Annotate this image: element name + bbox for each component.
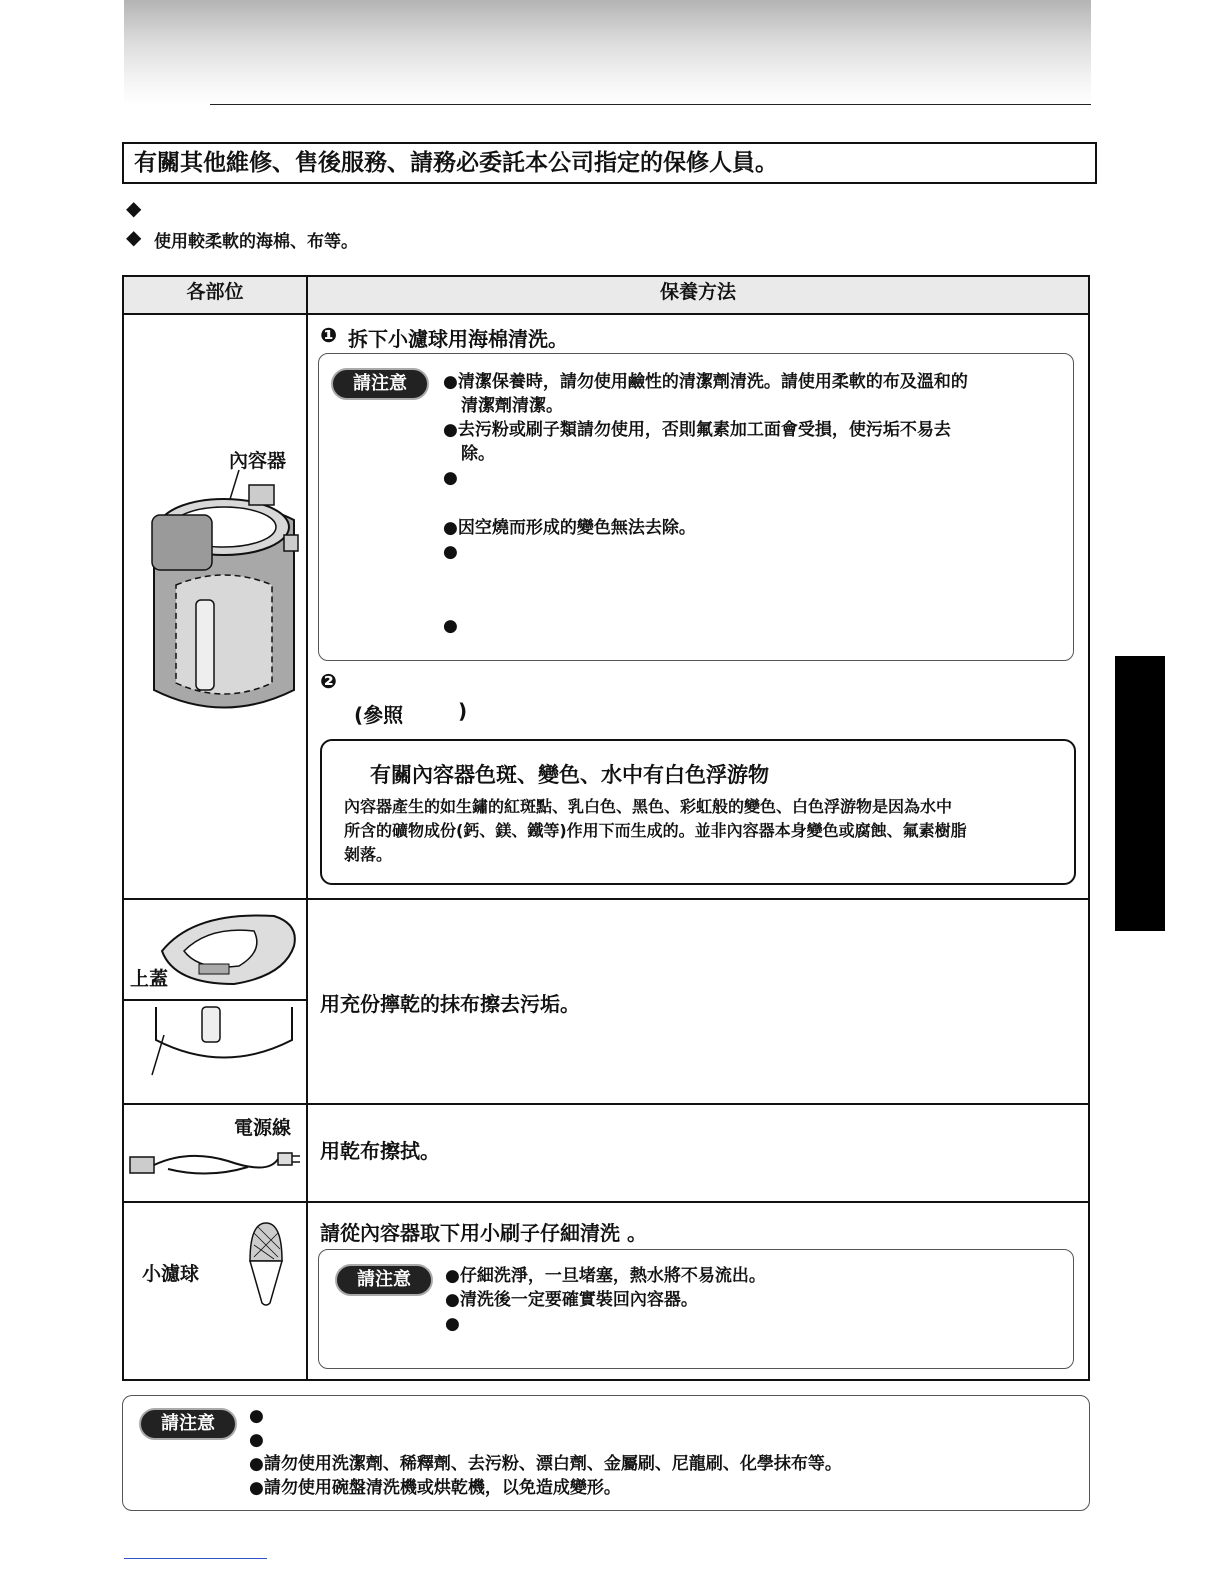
warning-banner: 有關其他維修、售後服務、請務必委託本公司指定的保修人員。: [122, 142, 1097, 184]
note-line: ●請勿使用洗潔劑、稀釋劑、去污粉、漂白劑、金屬刷、尼龍刷、化學抹布等。: [249, 1454, 842, 1474]
method-cell-inner: [307, 314, 1089, 899]
note-label: 請注意: [331, 368, 429, 400]
note-label: 請注意: [139, 1408, 237, 1440]
bottom-rule: [124, 1558, 267, 1559]
diamond-bullet-icon: ◆: [126, 225, 142, 249]
section-side-tab: [1115, 656, 1165, 931]
row-lid: [123, 899, 1089, 1000]
note-line: ●因空燒而形成的變色無法去除。: [443, 518, 696, 538]
filter-care-text: 請從內容器取下用小刷子仔細清洗 。: [320, 1221, 647, 1245]
cord-care-text: 用乾布擦拭。: [320, 1139, 440, 1163]
part-label-lid: 上蓋: [130, 968, 169, 990]
step-1-text: 拆下小濾球用海棉清洗。: [348, 327, 568, 351]
filter-note-box: [318, 1249, 1074, 1369]
lid-illustration: [154, 906, 304, 991]
part-cell-inner: [123, 314, 307, 899]
note-line: 除。: [461, 444, 495, 464]
method-cell-lid: [307, 899, 1089, 1104]
lid-care-text: 用充份擰乾的抹布擦去污垢。: [320, 992, 580, 1016]
info-line: 所含的礦物成份(鈣、鎂、鐵等)作用下而生成的。並非內容器本身變色或腐蝕、氟素樹脂: [344, 821, 967, 840]
part-label-filter: 小濾球: [142, 1263, 200, 1285]
info-line: 內容器產生的如生鏽的紅斑點、乳白色、黑色、彩虹般的變色、白色浮游物是因為水中: [344, 797, 953, 816]
row-cord: [123, 1104, 1089, 1202]
note-line: ●仔細洗淨，一旦堵塞，熱水將不易流出。: [445, 1266, 766, 1286]
part-cell-filter: [123, 1202, 307, 1380]
note-line: 清潔劑清潔。: [461, 396, 563, 416]
care-table: [122, 275, 1090, 1381]
column-header-part: 各部位: [123, 276, 307, 314]
inner-pot-illustration: [144, 465, 304, 715]
info-box: [320, 739, 1076, 885]
note-line: ●: [445, 1314, 460, 1334]
step-2-ref-open: (參照: [354, 703, 404, 727]
step-1-number: ❶: [320, 323, 337, 347]
row-filter: [123, 1202, 1089, 1380]
note-line: ●去污粉或刷子類請勿使用，否則氟素加工面會受損，使污垢不易去: [443, 420, 951, 440]
part-cell-cord: [123, 1104, 307, 1202]
part-cell-body: [123, 1000, 307, 1104]
method-cell-cord: [307, 1104, 1089, 1202]
info-title: 有關內容器色斑、變色、水中有白色浮游物: [370, 763, 769, 787]
header-band: [124, 0, 1091, 106]
part-label-cord: 電源線: [234, 1117, 292, 1139]
diamond-bullet-icon: ◆: [126, 196, 142, 220]
note-line: ●: [443, 616, 458, 636]
note-line: ●: [249, 1406, 264, 1426]
step-2-ref-close: ): [458, 699, 468, 723]
note-line: ●: [443, 542, 458, 562]
step-2-number: ❷: [320, 669, 337, 693]
column-header-method: 保養方法: [307, 276, 1089, 314]
header-rule: [210, 104, 1091, 105]
note-line: ●請勿使用碗盤清洗機或烘乾機，以免造成變形。: [249, 1478, 621, 1498]
note-line: ●: [443, 468, 458, 488]
info-line: 剝落。: [344, 845, 393, 864]
part-label-inner: 內容器: [229, 450, 287, 472]
power-cord-illustration: [128, 1145, 303, 1185]
intro-bullet-2: 使用較柔軟的海棉、布等。: [154, 232, 358, 252]
body-illustration: [144, 1005, 304, 1100]
row-inner-container: [123, 314, 1089, 899]
filter-ball-illustration: [246, 1221, 286, 1307]
note-line: ●清洗後一定要確實裝回內容器。: [445, 1290, 698, 1310]
note-line: ●清潔保養時，請勿使用鹼性的清潔劑清洗。請使用柔軟的布及溫和的: [443, 372, 968, 392]
inner-note-box: [318, 353, 1074, 661]
note-line: ●: [249, 1430, 264, 1450]
method-cell-filter: [307, 1202, 1089, 1380]
part-cell-lid: [123, 899, 307, 1000]
bottom-note-box: [122, 1395, 1090, 1511]
note-label: 請注意: [335, 1264, 433, 1296]
